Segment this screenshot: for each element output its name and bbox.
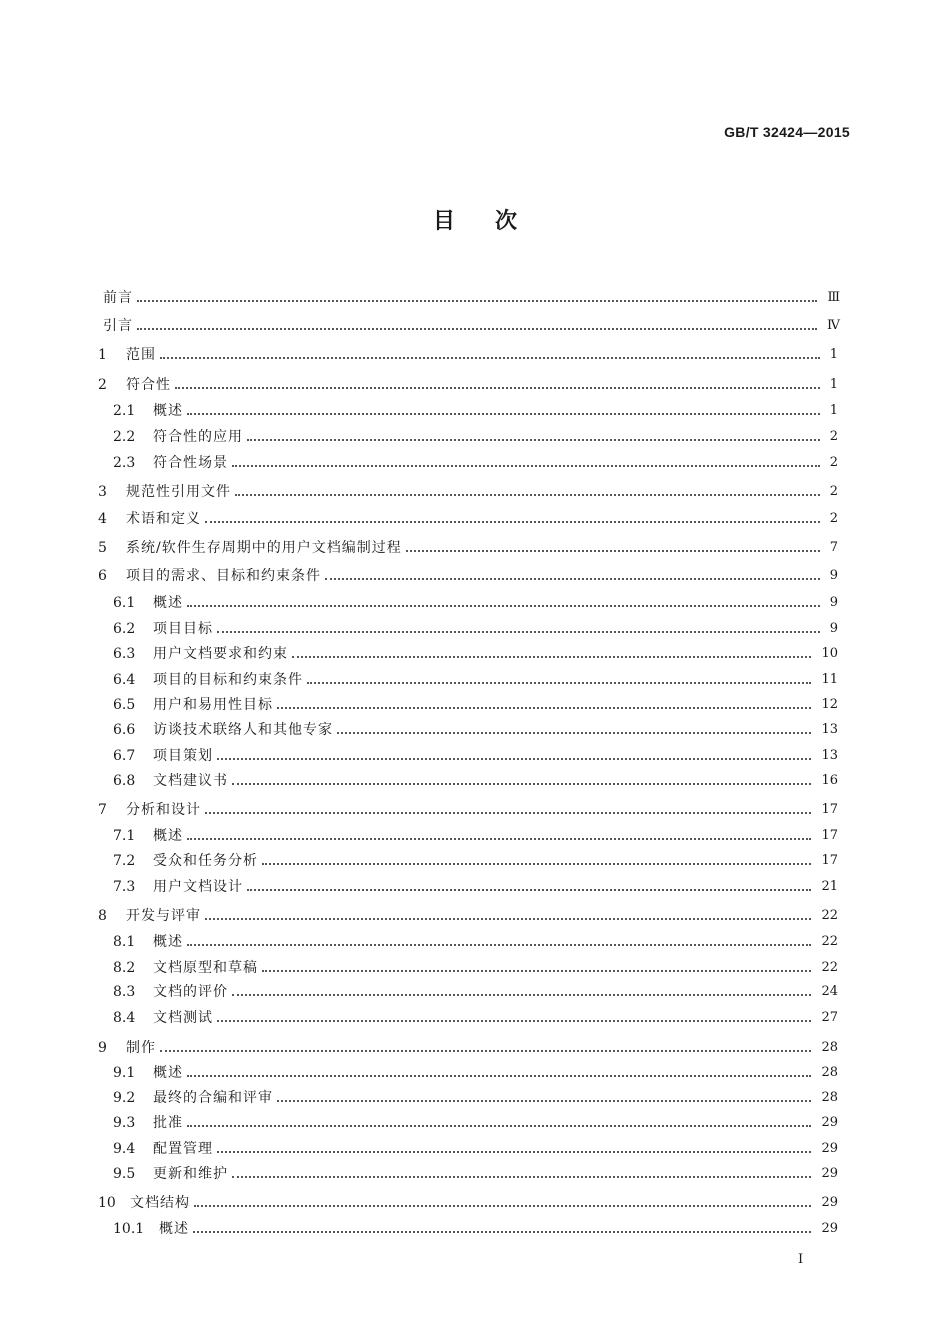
- toc-page-number: 1: [829, 403, 838, 418]
- page-number: Ⅰ: [798, 1252, 804, 1267]
- toc-section-title: 配置管理: [153, 1141, 213, 1157]
- toc-page-number: 29: [821, 1141, 838, 1156]
- toc-entry[interactable]: [113, 1005, 838, 1027]
- standard-code: GB/T 32424—2015: [724, 124, 850, 140]
- toc-page-number: 2: [829, 429, 838, 444]
- toc-section-number: 10.1: [113, 1221, 145, 1237]
- toc-entry[interactable]: [113, 616, 838, 638]
- toc-dot-leader: [187, 413, 820, 415]
- toc-entry[interactable]: [113, 1136, 838, 1158]
- toc-page-number: 9: [829, 595, 838, 610]
- toc-dot-leader: [205, 521, 820, 523]
- toc-section-number: 7.2: [113, 853, 136, 869]
- toc-section-title: 访谈技术联络人和其他专家: [153, 722, 333, 738]
- toc-page-number: 29: [821, 1221, 838, 1236]
- toc-entry[interactable]: [113, 1085, 838, 1107]
- toc-page-number: 22: [821, 960, 838, 975]
- toc-entry[interactable]: [113, 1216, 838, 1238]
- toc-entry[interactable]: [113, 1161, 838, 1183]
- toc-section-title: 系统/软件生存周期中的用户文档编制过程: [126, 540, 402, 556]
- toc-section-title: 引言: [103, 318, 133, 334]
- toc-section-title: 文档原型和草稿: [153, 960, 258, 976]
- toc-section-number: 7: [98, 802, 107, 818]
- toc-section-number: 6.2: [113, 621, 136, 637]
- toc-section-title: 用户和易用性目标: [153, 697, 273, 713]
- toc-dot-leader: [232, 465, 820, 467]
- toc-dot-leader: [217, 1151, 811, 1153]
- toc-entry[interactable]: [113, 874, 838, 896]
- toc-page-number: 10: [821, 646, 838, 661]
- toc-entry[interactable]: [113, 450, 838, 472]
- toc-dot-leader: [247, 889, 811, 891]
- toc-dot-leader: [193, 1231, 811, 1233]
- toc-section-number: 2.1: [113, 403, 136, 419]
- toc-entry[interactable]: [113, 1060, 838, 1082]
- toc-section-title: 分析和设计: [126, 802, 201, 818]
- toc-page-number: 11: [821, 672, 838, 687]
- toc-page-number: 17: [821, 828, 838, 843]
- toc-entry[interactable]: [113, 717, 838, 739]
- toc-section-title: 项目的目标和约束条件: [153, 672, 303, 688]
- toc-section-number: 5: [98, 540, 107, 556]
- toc-section-number: 8.1: [113, 934, 136, 950]
- toc-dot-leader: [337, 732, 811, 734]
- toc-section-title: 概述: [153, 595, 183, 611]
- toc-page-number: 2: [829, 484, 838, 499]
- toc-dot-leader: [232, 994, 811, 996]
- toc-section-number: 9.1: [113, 1065, 136, 1081]
- toc-dot-leader: [194, 1205, 811, 1207]
- toc-page-number: 22: [821, 908, 838, 923]
- toc-section-title: 批准: [153, 1115, 183, 1131]
- toc-dot-leader: [160, 1050, 811, 1052]
- toc-entry[interactable]: [103, 285, 840, 307]
- toc-section-title: 文档测试: [153, 1010, 213, 1026]
- toc-section-title: 范围: [126, 347, 156, 363]
- toc-dot-leader: [175, 387, 820, 389]
- toc-section-number: 10: [98, 1195, 116, 1211]
- toc-section-title: 概述: [159, 1221, 189, 1237]
- toc-entry[interactable]: [98, 563, 838, 585]
- toc-section-number: 8.4: [113, 1010, 136, 1026]
- toc-section-title: 前言: [103, 290, 133, 306]
- toc-section-number: 6.1: [113, 595, 136, 611]
- toc-entry[interactable]: [113, 667, 838, 689]
- toc-entry[interactable]: [98, 506, 838, 528]
- toc-section-title: 用户文档设计: [153, 879, 243, 895]
- toc-dot-leader: [187, 838, 811, 840]
- toc-entry[interactable]: [113, 823, 838, 845]
- toc-dot-leader: [187, 1125, 811, 1127]
- toc-entry[interactable]: [98, 372, 838, 394]
- toc-page-number: 27: [821, 1010, 838, 1025]
- toc-entry[interactable]: [113, 692, 838, 714]
- toc-dot-leader: [160, 357, 820, 359]
- toc-page-number: 9: [829, 621, 838, 636]
- toc-page-number: 7: [829, 540, 838, 555]
- toc-entry[interactable]: [113, 590, 838, 612]
- toc-section-title: 开发与评审: [126, 908, 201, 924]
- toc-dot-leader: [205, 812, 811, 814]
- toc-dot-leader: [232, 1176, 811, 1178]
- toc-section-number: 6.7: [113, 748, 136, 764]
- toc-page-number: 17: [821, 853, 838, 868]
- toc-entry[interactable]: [103, 313, 840, 335]
- toc-section-number: 8.3: [113, 984, 136, 1000]
- toc-entry[interactable]: [98, 342, 838, 364]
- toc-page-number: Ⅲ: [827, 290, 840, 305]
- toc-dot-leader: [205, 918, 811, 920]
- toc-section-number: 2.2: [113, 429, 136, 445]
- toc-page-number: Ⅳ: [827, 318, 840, 333]
- toc-section-number: 9.3: [113, 1115, 136, 1131]
- toc-page-number: 13: [821, 748, 838, 763]
- toc-entry[interactable]: [113, 1110, 838, 1132]
- toc-dot-leader: [217, 758, 811, 760]
- toc-page-number: 24: [821, 984, 838, 999]
- toc-entry[interactable]: [113, 641, 838, 663]
- toc-section-title: 符合性: [126, 377, 171, 393]
- toc-page-number: 29: [821, 1166, 838, 1181]
- toc-dot-leader: [247, 439, 820, 441]
- toc-dot-leader: [217, 1020, 811, 1022]
- toc-section-number: 6.5: [113, 697, 136, 713]
- toc-section-title: 文档建议书: [153, 773, 228, 789]
- toc-dot-leader: [232, 783, 811, 785]
- toc-section-number: 9.4: [113, 1141, 136, 1157]
- toc-dot-leader: [137, 328, 817, 330]
- toc-section-number: 9.2: [113, 1090, 136, 1106]
- toc-section-number: 6.4: [113, 672, 136, 688]
- toc-section-title: 受众和任务分析: [153, 853, 258, 869]
- toc-page-number: 28: [821, 1065, 838, 1080]
- toc-page-number: 2: [829, 455, 838, 470]
- toc-section-title: 术语和定义: [126, 511, 201, 527]
- toc-entry[interactable]: [98, 903, 838, 925]
- toc-page-number: 29: [821, 1115, 838, 1130]
- toc-page-number: 22: [821, 934, 838, 949]
- toc-section-title: 文档结构: [130, 1195, 190, 1211]
- toc-page-number: 28: [821, 1090, 838, 1105]
- toc-section-number: 9.5: [113, 1166, 136, 1182]
- toc-dot-leader: [187, 944, 811, 946]
- toc-section-number: 6.6: [113, 722, 136, 738]
- toc-entry[interactable]: [98, 1035, 838, 1057]
- toc-entry[interactable]: [98, 479, 838, 501]
- toc-section-title: 制作: [126, 1040, 156, 1056]
- toc-section-title: 概述: [153, 828, 183, 844]
- toc-section-number: 8: [98, 908, 107, 924]
- toc-section-number: 7.3: [113, 879, 136, 895]
- toc-section-title: 项目的需求、目标和约束条件: [126, 568, 321, 584]
- toc-section-number: 9: [98, 1040, 107, 1056]
- toc-dot-leader: [235, 494, 820, 496]
- table-of-contents: [0, 285, 950, 1255]
- toc-entry[interactable]: [113, 768, 838, 790]
- toc-page-number: 12: [821, 697, 838, 712]
- toc-dot-leader: [277, 707, 811, 709]
- toc-entry[interactable]: [113, 398, 838, 420]
- toc-section-title: 概述: [153, 403, 183, 419]
- page-title: 目次: [432, 209, 557, 234]
- toc-section-number: 3: [98, 484, 107, 500]
- toc-entry[interactable]: [113, 955, 838, 977]
- toc-section-number: 6.3: [113, 646, 136, 662]
- toc-section-title: 文档的评价: [153, 984, 228, 1000]
- toc-section-title: 概述: [153, 934, 183, 950]
- toc-section-title: 最终的合编和评审: [153, 1090, 273, 1106]
- toc-page-number: 28: [821, 1040, 838, 1055]
- toc-entry[interactable]: [113, 848, 838, 870]
- toc-dot-leader: [137, 300, 817, 302]
- toc-dot-leader: [262, 970, 811, 972]
- toc-page-number: 1: [829, 377, 838, 392]
- toc-entry[interactable]: [113, 424, 838, 446]
- toc-section-number: 7.1: [113, 828, 136, 844]
- toc-entry[interactable]: [98, 797, 838, 819]
- toc-page-number: 13: [821, 722, 838, 737]
- toc-section-title: 用户文档要求和约束: [153, 646, 288, 662]
- toc-section-number: 1: [98, 347, 107, 363]
- toc-section-title: 更新和维护: [153, 1166, 228, 1182]
- toc-dot-leader: [292, 656, 811, 658]
- toc-page-number: 16: [821, 773, 838, 788]
- toc-dot-leader: [262, 863, 811, 865]
- toc-section-title: 符合性的应用: [153, 429, 243, 445]
- toc-page-number: 9: [829, 568, 838, 583]
- toc-section-number: 6.8: [113, 773, 136, 789]
- toc-dot-leader: [307, 682, 811, 684]
- toc-dot-leader: [277, 1100, 811, 1102]
- toc-section-number: 2.3: [113, 455, 136, 471]
- toc-page-number: 2: [829, 511, 838, 526]
- toc-section-title: 项目策划: [153, 748, 213, 764]
- toc-page-number: 17: [821, 802, 838, 817]
- toc-section-number: 8.2: [113, 960, 136, 976]
- toc-dot-leader: [406, 550, 820, 552]
- toc-dot-leader: [325, 578, 820, 580]
- toc-page-number: 29: [821, 1195, 838, 1210]
- toc-section-number: 2: [98, 377, 107, 393]
- toc-entry[interactable]: [113, 929, 838, 951]
- toc-entry[interactable]: [98, 1190, 838, 1212]
- toc-section-title: 符合性场景: [153, 455, 228, 471]
- toc-section-title: 规范性引用文件: [126, 484, 231, 500]
- toc-section-title: 概述: [153, 1065, 183, 1081]
- toc-dot-leader: [187, 1075, 811, 1077]
- toc-entry[interactable]: [98, 535, 838, 557]
- toc-page-number: 1: [829, 347, 838, 362]
- toc-entry[interactable]: [113, 979, 838, 1001]
- toc-dot-leader: [217, 631, 820, 633]
- toc-section-number: 6: [98, 568, 107, 584]
- toc-section-number: 4: [98, 511, 107, 527]
- toc-page-number: 21: [821, 879, 838, 894]
- toc-section-title: 项目目标: [153, 621, 213, 637]
- toc-dot-leader: [187, 605, 820, 607]
- toc-entry[interactable]: [113, 743, 838, 765]
